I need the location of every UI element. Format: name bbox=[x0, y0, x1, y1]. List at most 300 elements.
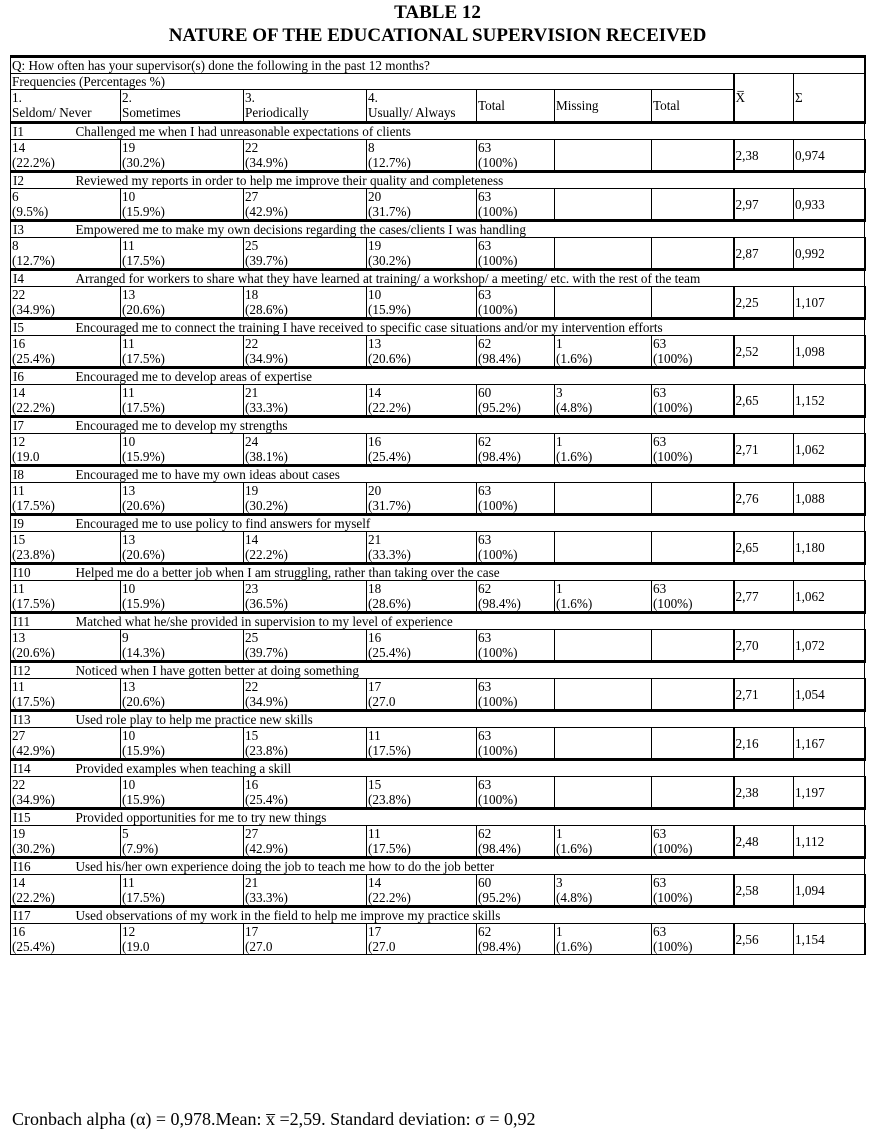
cell-count: 27 bbox=[245, 826, 259, 841]
cell-percent: (100%) bbox=[478, 253, 518, 268]
cell-count: 63 bbox=[653, 826, 667, 841]
cell-percent: (20.6%) bbox=[122, 498, 165, 513]
cell-count: 16 bbox=[245, 777, 259, 792]
cell-count: 63 bbox=[478, 189, 492, 204]
cell-mean: 2,16 bbox=[734, 728, 794, 760]
cell-seldom bbox=[11, 777, 121, 809]
cell-count: 14 bbox=[368, 385, 382, 400]
cell-count: 17 bbox=[368, 679, 382, 694]
cell-count: 63 bbox=[653, 385, 667, 400]
cell-percent: (22.2%) bbox=[12, 155, 55, 170]
cell-percent: (17.5%) bbox=[122, 400, 165, 415]
cell-percent: (15.9%) bbox=[122, 792, 165, 807]
cell-mean: 2,76 bbox=[734, 483, 794, 515]
table-row bbox=[11, 238, 865, 270]
item-text bbox=[75, 172, 865, 189]
cell-percent: (42.9%) bbox=[12, 743, 55, 758]
cell-count: 19 bbox=[245, 483, 259, 498]
cell-periodically bbox=[244, 238, 367, 270]
cell-count: 11 bbox=[122, 875, 135, 890]
table-row bbox=[11, 728, 865, 760]
cell-percent: (100%) bbox=[653, 351, 693, 366]
cell-sigma: 1,112 bbox=[794, 826, 865, 858]
cell-percent: (42.9%) bbox=[245, 841, 288, 856]
cell-percent: (34.9%) bbox=[12, 302, 55, 317]
cell-percent: (100%) bbox=[653, 939, 693, 954]
cell-percent: (17.5%) bbox=[122, 351, 165, 366]
cell-mean: 2,48 bbox=[734, 826, 794, 858]
item-text-span: Encouraged me to use policy to find answers for myself bbox=[75, 516, 371, 531]
cell-seldom bbox=[11, 875, 121, 907]
item-text-span: Used observations of my work in the field to help me improve my practice skills bbox=[75, 908, 501, 923]
cell-usually bbox=[367, 728, 477, 760]
cell-count: 13 bbox=[12, 630, 26, 645]
cell-total bbox=[477, 728, 555, 760]
cell-count: 1 bbox=[556, 336, 563, 351]
cell-percent: (12.7%) bbox=[12, 253, 55, 268]
cell-sigma: 1,072 bbox=[794, 630, 865, 662]
item-text-span: Provided examples when teaching a skill bbox=[75, 761, 292, 776]
cell-count: 9 bbox=[122, 630, 129, 645]
cell-percent: (22.2%) bbox=[12, 400, 55, 415]
header-total: Total bbox=[477, 90, 555, 123]
cell-count: 14 bbox=[245, 532, 259, 547]
table-row bbox=[11, 630, 865, 662]
header-total-2: Total bbox=[652, 90, 734, 123]
cell-percent: (12.7%) bbox=[368, 155, 411, 170]
cell-count: 22 bbox=[245, 140, 259, 155]
cell-usually bbox=[367, 924, 477, 955]
cell-periodically bbox=[244, 483, 367, 515]
cell-sometimes bbox=[121, 679, 244, 711]
cell-percent: (25.4%) bbox=[368, 449, 411, 464]
cell-percent: (100%) bbox=[653, 596, 693, 611]
cell-missing bbox=[555, 581, 652, 613]
cell-total-2 bbox=[652, 777, 734, 809]
cell-total-2 bbox=[652, 630, 734, 662]
cell-usually bbox=[367, 336, 477, 368]
cell-count: 6 bbox=[12, 189, 19, 204]
cell-seldom bbox=[11, 385, 121, 417]
item-text-span: Encouraged me to develop my strengths bbox=[75, 418, 288, 433]
cell-percent: (100%) bbox=[478, 694, 518, 709]
cell-seldom bbox=[11, 581, 121, 613]
cell-count: 14 bbox=[368, 875, 382, 890]
cell-count: 63 bbox=[478, 483, 492, 498]
cell-percent: (1.6%) bbox=[556, 449, 593, 464]
table-title-number: TABLE 12 bbox=[394, 2, 481, 23]
cell-count: 1 bbox=[556, 434, 563, 449]
cell-count: 22 bbox=[245, 336, 259, 351]
item-id: I3 bbox=[11, 221, 121, 238]
cell-count: 12 bbox=[122, 924, 136, 939]
cell-percent: (33.3%) bbox=[245, 890, 288, 905]
table-row bbox=[11, 679, 865, 711]
cell-total-2 bbox=[652, 336, 734, 368]
cell-count: 22 bbox=[12, 287, 26, 302]
cell-missing bbox=[555, 630, 652, 662]
cell-percent: (100%) bbox=[478, 155, 518, 170]
item-text-span: Used role play to help me practice new skills bbox=[75, 712, 313, 727]
cell-total bbox=[477, 238, 555, 270]
cell-count: 16 bbox=[368, 630, 382, 645]
cell-periodically bbox=[244, 385, 367, 417]
cell-count: 11 bbox=[12, 483, 25, 498]
cell-total bbox=[477, 679, 555, 711]
cell-mean: 2,58 bbox=[734, 875, 794, 907]
cell-total-2 bbox=[652, 140, 734, 172]
cell-total-2 bbox=[652, 826, 734, 858]
cell-total bbox=[477, 826, 555, 858]
cell-count: 63 bbox=[478, 532, 492, 547]
cell-periodically bbox=[244, 287, 367, 319]
cell-count: 3 bbox=[556, 385, 563, 400]
cell-count: 63 bbox=[653, 581, 667, 596]
cell-percent: (20.6%) bbox=[368, 351, 411, 366]
cell-seldom bbox=[11, 238, 121, 270]
cell-percent: (100%) bbox=[478, 498, 518, 513]
cell-count: 63 bbox=[478, 287, 492, 302]
cell-sometimes bbox=[121, 434, 244, 466]
item-label-row bbox=[11, 613, 865, 630]
item-text bbox=[75, 907, 865, 924]
cell-seldom bbox=[11, 483, 121, 515]
cell-mean: 2,38 bbox=[734, 140, 794, 172]
cell-usually bbox=[367, 777, 477, 809]
cell-total-2 bbox=[652, 728, 734, 760]
cell-total-2 bbox=[652, 924, 734, 955]
cell-periodically bbox=[244, 189, 367, 221]
item-id: I8 bbox=[11, 466, 121, 483]
cell-seldom bbox=[11, 924, 121, 955]
cell-total-2 bbox=[652, 287, 734, 319]
cell-missing bbox=[555, 826, 652, 858]
cell-percent: (23.8%) bbox=[245, 743, 288, 758]
cell-count: 20 bbox=[368, 483, 382, 498]
item-id: I9 bbox=[11, 515, 121, 532]
cell-total-2 bbox=[652, 679, 734, 711]
cell-count: 63 bbox=[478, 679, 492, 694]
item-id: I14 bbox=[11, 760, 121, 777]
item-text-span: Used his/her own experience doing the job to teach me how to do the job better bbox=[75, 859, 495, 874]
cell-percent: (34.9%) bbox=[12, 792, 55, 807]
item-id: I15 bbox=[11, 809, 121, 826]
cell-percent: (42.9%) bbox=[245, 204, 288, 219]
cell-seldom bbox=[11, 189, 121, 221]
item-id: I16 bbox=[11, 858, 121, 875]
item-text-span: Reviewed my reports in order to help me improve their quality and completeness bbox=[75, 173, 504, 188]
cell-count: 27 bbox=[12, 728, 26, 743]
cell-percent: (17.5%) bbox=[12, 694, 55, 709]
cell-sigma: 1,062 bbox=[794, 581, 865, 613]
cell-periodically bbox=[244, 581, 367, 613]
cell-count: 63 bbox=[653, 336, 667, 351]
cell-percent: (25.4%) bbox=[368, 645, 411, 660]
table-row bbox=[11, 826, 865, 858]
item-label-row bbox=[11, 221, 865, 238]
cell-count: 21 bbox=[368, 532, 382, 547]
item-text-span: Encouraged me to connect the training I have received to specific case situations and/or my intervention efforts bbox=[75, 320, 663, 335]
header-seldom: 1. Seldom/ Never bbox=[11, 90, 121, 123]
cell-count: 60 bbox=[478, 385, 492, 400]
cell-count: 14 bbox=[12, 385, 26, 400]
question-text: Q: How often has your supervisor(s) done the following in the past 12 months? bbox=[11, 57, 865, 74]
cell-seldom bbox=[11, 140, 121, 172]
cell-mean: 2,71 bbox=[734, 434, 794, 466]
cell-count: 11 bbox=[122, 238, 135, 253]
cell-periodically bbox=[244, 630, 367, 662]
cell-percent: (17.5%) bbox=[368, 743, 411, 758]
item-text bbox=[75, 613, 865, 630]
cell-missing bbox=[555, 483, 652, 515]
item-label-row bbox=[11, 368, 865, 385]
item-text-span: Provided opportunities for me to try new things bbox=[75, 810, 327, 825]
cell-count: 10 bbox=[122, 777, 136, 792]
item-text bbox=[75, 466, 865, 483]
table-row bbox=[11, 434, 865, 466]
cell-sigma: 1,062 bbox=[794, 434, 865, 466]
cell-count: 62 bbox=[478, 336, 492, 351]
sigma-header: Σ bbox=[794, 74, 865, 123]
item-text-span: Arranged for workers to share what they have learned at training/ a workshop/ a meeting/ etc. with the rest of the team bbox=[75, 271, 701, 286]
item-label-row bbox=[11, 907, 865, 924]
header-sometimes: 2. Sometimes bbox=[121, 90, 244, 123]
cell-percent: (36.5%) bbox=[245, 596, 288, 611]
item-id: I2 bbox=[11, 172, 121, 189]
cell-usually bbox=[367, 581, 477, 613]
cell-percent: (39.7%) bbox=[245, 645, 288, 660]
cell-percent: (30.2%) bbox=[368, 253, 411, 268]
cell-percent: (4.8%) bbox=[556, 400, 593, 415]
item-text bbox=[75, 368, 865, 385]
cell-total bbox=[477, 483, 555, 515]
cell-seldom bbox=[11, 336, 121, 368]
cell-count: 5 bbox=[122, 826, 129, 841]
cell-percent: (33.3%) bbox=[245, 400, 288, 415]
cell-percent: (100%) bbox=[478, 547, 518, 562]
cell-total-2 bbox=[652, 483, 734, 515]
cell-percent: (98.4%) bbox=[478, 351, 521, 366]
cell-mean: 2,65 bbox=[734, 532, 794, 564]
cell-count: 11 bbox=[122, 385, 135, 400]
cell-percent: (4.8%) bbox=[556, 890, 593, 905]
cell-count: 62 bbox=[478, 826, 492, 841]
cell-count: 63 bbox=[478, 140, 492, 155]
item-label-row bbox=[11, 319, 865, 336]
cell-percent: (22.2%) bbox=[368, 400, 411, 415]
cell-missing bbox=[555, 875, 652, 907]
cell-total bbox=[477, 336, 555, 368]
cell-count: 17 bbox=[245, 924, 259, 939]
cell-total-2 bbox=[652, 189, 734, 221]
cell-total-2 bbox=[652, 532, 734, 564]
cell-count: 16 bbox=[368, 434, 382, 449]
cell-count: 19 bbox=[122, 140, 136, 155]
cell-percent: (27.0 bbox=[368, 694, 396, 709]
item-label-row bbox=[11, 809, 865, 826]
cell-mean: 2,38 bbox=[734, 777, 794, 809]
cell-count: 15 bbox=[12, 532, 26, 547]
cell-percent: (34.9%) bbox=[245, 694, 288, 709]
cell-mean: 2,71 bbox=[734, 679, 794, 711]
cell-missing bbox=[555, 336, 652, 368]
item-label-row bbox=[11, 417, 865, 434]
item-text bbox=[75, 760, 865, 777]
cell-missing bbox=[555, 679, 652, 711]
cell-seldom bbox=[11, 679, 121, 711]
table-title: NATURE OF THE EDUCATIONAL SUPERVISION RECEIVED bbox=[168, 25, 707, 46]
cell-percent: (17.5%) bbox=[368, 841, 411, 856]
cell-count: 11 bbox=[12, 581, 25, 596]
cell-mean: 2,25 bbox=[734, 287, 794, 319]
cell-periodically bbox=[244, 924, 367, 955]
cell-usually bbox=[367, 238, 477, 270]
cell-percent: (15.9%) bbox=[368, 302, 411, 317]
cell-total bbox=[477, 532, 555, 564]
item-id: I12 bbox=[11, 662, 121, 679]
cell-mean: 2,56 bbox=[734, 924, 794, 955]
cell-periodically bbox=[244, 875, 367, 907]
cell-count: 8 bbox=[12, 238, 19, 253]
item-id: I10 bbox=[11, 564, 121, 581]
cell-percent: (28.6%) bbox=[245, 302, 288, 317]
cell-percent: (17.5%) bbox=[12, 498, 55, 513]
cell-percent: (27.0 bbox=[245, 939, 273, 954]
cell-sigma: 1,098 bbox=[794, 336, 865, 368]
header-usually: 4. Usually/ Always bbox=[367, 90, 477, 123]
cell-missing bbox=[555, 532, 652, 564]
cell-total-2 bbox=[652, 238, 734, 270]
cell-seldom bbox=[11, 826, 121, 858]
cell-missing bbox=[555, 777, 652, 809]
cell-periodically bbox=[244, 679, 367, 711]
cell-percent: (19.0 bbox=[12, 449, 40, 464]
cell-count: 14 bbox=[12, 140, 26, 155]
cell-mean: 2,87 bbox=[734, 238, 794, 270]
cell-usually bbox=[367, 532, 477, 564]
cell-usually bbox=[367, 385, 477, 417]
cell-percent: (15.9%) bbox=[122, 596, 165, 611]
table-row bbox=[11, 287, 865, 319]
cell-sometimes bbox=[121, 238, 244, 270]
cell-total bbox=[477, 189, 555, 221]
cell-count: 18 bbox=[245, 287, 259, 302]
cell-percent: (25.4%) bbox=[12, 351, 55, 366]
cell-usually bbox=[367, 483, 477, 515]
cell-percent: (98.4%) bbox=[478, 939, 521, 954]
cell-periodically bbox=[244, 826, 367, 858]
item-text bbox=[75, 270, 865, 287]
cell-periodically bbox=[244, 336, 367, 368]
cell-sometimes bbox=[121, 581, 244, 613]
cell-count: 62 bbox=[478, 924, 492, 939]
frequencies-label: Frequencies (Percentages %) bbox=[11, 74, 734, 90]
cell-count: 63 bbox=[478, 777, 492, 792]
cell-total bbox=[477, 434, 555, 466]
cell-periodically bbox=[244, 140, 367, 172]
cell-count: 13 bbox=[122, 679, 136, 694]
cell-total-2 bbox=[652, 581, 734, 613]
cell-count: 11 bbox=[368, 826, 381, 841]
cell-total-2 bbox=[652, 875, 734, 907]
cell-count: 12 bbox=[12, 434, 26, 449]
cell-missing bbox=[555, 924, 652, 955]
cell-count: 60 bbox=[478, 875, 492, 890]
table-row bbox=[11, 875, 865, 907]
cell-count: 10 bbox=[122, 728, 136, 743]
cell-percent: (28.6%) bbox=[368, 596, 411, 611]
cell-percent: (100%) bbox=[478, 743, 518, 758]
cell-sometimes bbox=[121, 826, 244, 858]
cell-percent: (33.3%) bbox=[368, 547, 411, 562]
cell-count: 16 bbox=[12, 336, 26, 351]
cell-sigma: 1,154 bbox=[794, 924, 865, 955]
cell-percent: (30.2%) bbox=[245, 498, 288, 513]
cell-count: 11 bbox=[12, 679, 25, 694]
item-text-span: Encouraged me to have my own ideas about cases bbox=[75, 467, 340, 482]
item-label-row bbox=[11, 760, 865, 777]
cell-total bbox=[477, 385, 555, 417]
cell-mean: 2,52 bbox=[734, 336, 794, 368]
cell-sometimes bbox=[121, 875, 244, 907]
cell-percent: (22.2%) bbox=[245, 547, 288, 562]
cell-mean: 2,65 bbox=[734, 385, 794, 417]
item-label-row bbox=[11, 858, 865, 875]
table-row bbox=[11, 483, 865, 515]
cell-seldom bbox=[11, 434, 121, 466]
cell-missing bbox=[555, 385, 652, 417]
cell-total bbox=[477, 287, 555, 319]
mean-header: X̅ bbox=[734, 74, 794, 123]
cell-percent: (17.5%) bbox=[122, 890, 165, 905]
cell-count: 22 bbox=[245, 679, 259, 694]
cell-count: 23 bbox=[245, 581, 259, 596]
cell-seldom bbox=[11, 287, 121, 319]
cell-sometimes bbox=[121, 728, 244, 760]
table-row bbox=[11, 532, 865, 564]
cell-count: 63 bbox=[653, 924, 667, 939]
cell-missing bbox=[555, 287, 652, 319]
cell-sigma: 0,933 bbox=[794, 189, 865, 221]
item-id: I7 bbox=[11, 417, 121, 434]
cell-percent: (23.8%) bbox=[368, 792, 411, 807]
table-row bbox=[11, 189, 865, 221]
cell-percent: (31.7%) bbox=[368, 498, 411, 513]
cell-percent: (38.1%) bbox=[245, 449, 288, 464]
cell-total-2 bbox=[652, 385, 734, 417]
item-label-row bbox=[11, 123, 865, 140]
item-text-span: Noticed when I have gotten better at doing something bbox=[75, 663, 359, 678]
item-text bbox=[75, 515, 865, 532]
cell-count: 10 bbox=[122, 434, 136, 449]
item-label-row bbox=[11, 466, 865, 483]
cell-count: 63 bbox=[478, 728, 492, 743]
cell-sometimes bbox=[121, 336, 244, 368]
cell-count: 63 bbox=[653, 875, 667, 890]
cell-percent: (100%) bbox=[478, 302, 518, 317]
cell-usually bbox=[367, 826, 477, 858]
cell-sometimes bbox=[121, 532, 244, 564]
cell-percent: (25.4%) bbox=[245, 792, 288, 807]
item-text bbox=[75, 319, 865, 336]
item-label-row bbox=[11, 172, 865, 189]
cell-percent: (1.6%) bbox=[556, 351, 593, 366]
cell-sigma: 1,054 bbox=[794, 679, 865, 711]
cell-usually bbox=[367, 189, 477, 221]
item-id: I11 bbox=[11, 613, 121, 630]
cell-percent: (20.6%) bbox=[122, 547, 165, 562]
table-row bbox=[11, 385, 865, 417]
